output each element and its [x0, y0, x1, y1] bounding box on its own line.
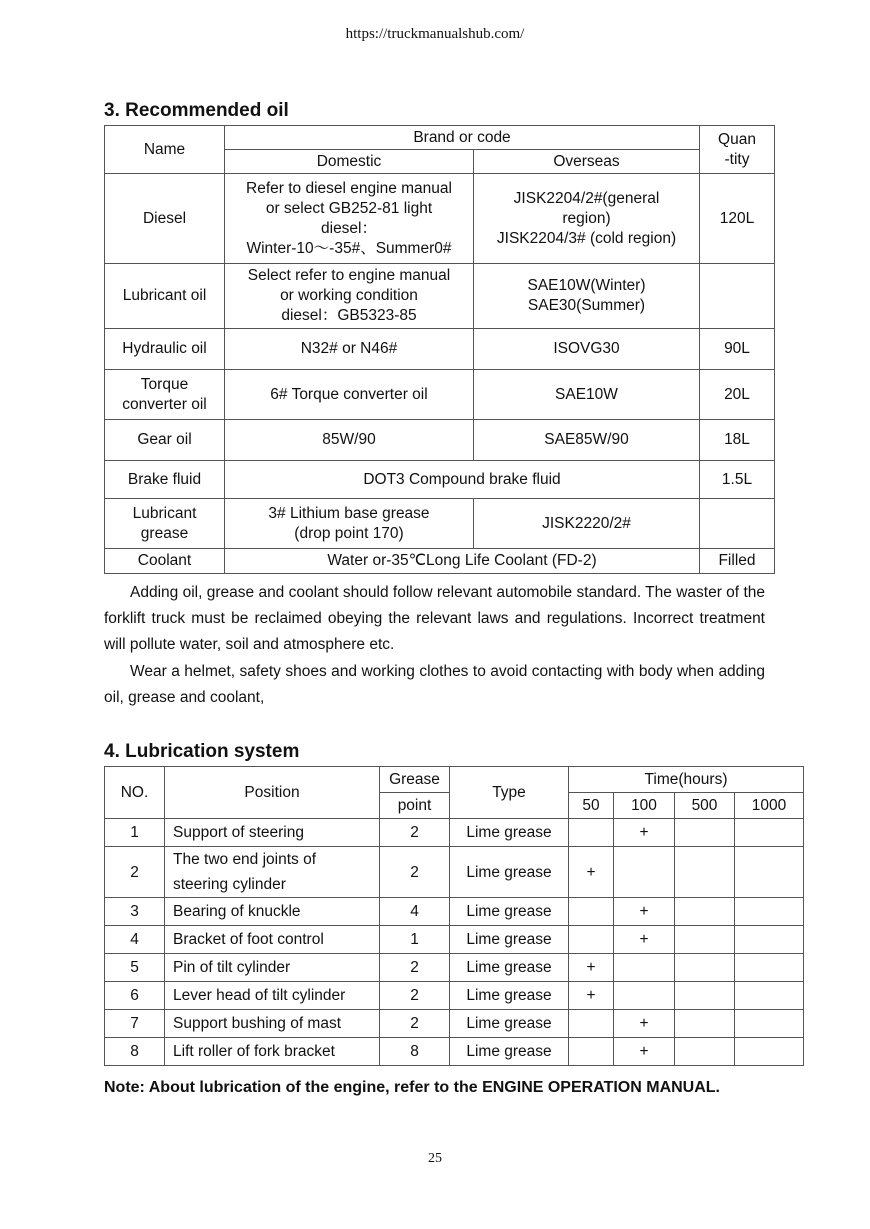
interval-1000-cell [735, 1010, 804, 1038]
grease-point-cell: 1 [380, 926, 450, 954]
header-position: Position [165, 767, 380, 819]
lubrication-row [105, 982, 804, 1010]
interval-50-cell: + [569, 954, 614, 982]
lubrication-row [105, 1038, 804, 1066]
interval-100-cell: + [614, 1038, 675, 1066]
paragraph-oil-standard: Adding oil, grease and coolant should follow relevant automobile standard. The waster of the forklift truck must be reclaimed obeying the relevant laws and regulations. Incorrect treatment will pollute water, soil and atmosphere etc. [104, 584, 765, 653]
header-500: 500 [675, 793, 735, 819]
grease-point-cell: 2 [380, 847, 450, 898]
grease-point-cell: 2 [380, 1010, 450, 1038]
interval-50-cell: + [569, 847, 614, 898]
interval-50-cell [569, 926, 614, 954]
oil-overseas-cell: ISOVG30 [474, 329, 700, 370]
oil-spec-merged-cell: DOT3 Compound brake fluid [225, 461, 700, 499]
header-domestic: Domestic [225, 150, 474, 174]
oil-name-cell: Coolant [105, 549, 225, 574]
grease-point-cell: 2 [380, 954, 450, 982]
interval-500-cell [675, 819, 735, 847]
oil-name-cell: Lubricant grease [105, 499, 225, 549]
oil-overseas-cell: SAE85W/90 [474, 420, 700, 461]
grease-point-cell: 2 [380, 819, 450, 847]
lubrication-row [105, 954, 804, 982]
paragraph-safety: Wear a helmet, safety shoes and working clothes to avoid contacting with body when adding oil, grease and coolant, [104, 663, 765, 706]
header-no: NO. [105, 767, 165, 819]
oil-row [105, 264, 775, 329]
interval-1000-cell [735, 926, 804, 954]
row-number-cell: 1 [105, 819, 165, 847]
interval-100-cell [614, 847, 675, 898]
interval-50-cell: + [569, 982, 614, 1010]
interval-500-cell [675, 926, 735, 954]
oil-domestic-cell: 6# Torque converter oil [225, 370, 474, 420]
lubrication-row [105, 1010, 804, 1038]
row-number-cell: 3 [105, 898, 165, 926]
grease-type-cell: Lime grease [450, 847, 569, 898]
grease-type-cell: Lime grease [450, 954, 569, 982]
oil-overseas-cell: JISK2204/2#(general region) JISK2204/3# (cold region) [474, 174, 700, 264]
oil-quantity-cell: Filled [700, 549, 775, 574]
oil-domestic-cell: N32# or N46# [225, 329, 474, 370]
header-quantity: Quan -tity [700, 126, 775, 174]
interval-1000-cell [735, 954, 804, 982]
position-cell: Support of steering [165, 819, 380, 847]
oil-name-cell: Lubricant oil [105, 264, 225, 329]
header-1000: 1000 [735, 793, 804, 819]
header-brand-or-code: Brand or code [225, 126, 700, 150]
interval-50-cell [569, 819, 614, 847]
oil-quantity-cell: 120L [700, 174, 775, 264]
interval-100-cell: + [614, 819, 675, 847]
oil-row [105, 461, 775, 499]
lubrication-system-table [104, 766, 804, 1066]
header-type: Type [450, 767, 569, 819]
header-grease: Grease [380, 767, 450, 793]
interval-1000-cell [735, 982, 804, 1010]
position-cell: The two end joints of steering cylinder [165, 847, 380, 898]
oil-row [105, 329, 775, 370]
row-number-cell: 5 [105, 954, 165, 982]
oil-domestic-cell: Select refer to engine manual or working condition diesel：GB5323-85 [225, 264, 474, 329]
interval-1000-cell [735, 1038, 804, 1066]
row-number-cell: 7 [105, 1010, 165, 1038]
position-cell: Lift roller of fork bracket [165, 1038, 380, 1066]
lubrication-row [105, 847, 804, 898]
oil-spec-merged-cell: Water or-35℃Long Life Coolant (FD-2) [225, 549, 700, 574]
grease-type-cell: Lime grease [450, 1038, 569, 1066]
interval-1000-cell [735, 847, 804, 898]
oil-row [105, 549, 775, 574]
oil-domestic-cell: 3# Lithium base grease (drop point 170) [225, 499, 474, 549]
row-number-cell: 6 [105, 982, 165, 1010]
interval-1000-cell [735, 819, 804, 847]
grease-point-cell: 4 [380, 898, 450, 926]
position-cell: Bearing of knuckle [165, 898, 380, 926]
interval-500-cell [675, 847, 735, 898]
header-100: 100 [614, 793, 675, 819]
recommended-oil-table [104, 125, 775, 574]
oil-name-cell: Hydraulic oil [105, 329, 225, 370]
row-number-cell: 2 [105, 847, 165, 898]
oil-quantity-cell [700, 264, 775, 329]
interval-100-cell [614, 982, 675, 1010]
row-number-cell: 8 [105, 1038, 165, 1066]
oil-name-cell: Torque converter oil [105, 370, 225, 420]
engine-note: Note: About lubrication of the engine, refer to the ENGINE OPERATION MANUAL. [104, 1079, 720, 1096]
grease-type-cell: Lime grease [450, 819, 569, 847]
lubrication-row [105, 898, 804, 926]
grease-type-cell: Lime grease [450, 926, 569, 954]
oil-quantity-cell: 18L [700, 420, 775, 461]
oil-overseas-cell: SAE10W(Winter) SAE30(Summer) [474, 264, 700, 329]
interval-500-cell [675, 1038, 735, 1066]
position-cell: Support bushing of mast [165, 1010, 380, 1038]
oil-quantity-cell: 90L [700, 329, 775, 370]
lubrication-row [105, 819, 804, 847]
page-number: 25 [428, 1151, 442, 1166]
interval-50-cell [569, 1038, 614, 1066]
header-overseas: Overseas [474, 150, 700, 174]
grease-type-cell: Lime grease [450, 1010, 569, 1038]
oil-row [105, 174, 775, 264]
interval-500-cell [675, 982, 735, 1010]
grease-type-cell: Lime grease [450, 982, 569, 1010]
section-title-recommended-oil: 3. Recommended oil [104, 100, 289, 121]
interval-500-cell [675, 898, 735, 926]
header-50: 50 [569, 793, 614, 819]
oil-domestic-cell: Refer to diesel engine manual or select GB252-81 light diesel： Winter-10～-35#、Summer0# [225, 174, 474, 264]
row-number-cell: 4 [105, 926, 165, 954]
oil-row [105, 420, 775, 461]
grease-point-cell: 8 [380, 1038, 450, 1066]
oil-name-cell: Diesel [105, 174, 225, 264]
interval-100-cell: + [614, 926, 675, 954]
oil-name-cell: Gear oil [105, 420, 225, 461]
header-url[interactable]: https://truckmanualshub.com/ [345, 26, 525, 42]
grease-point-cell: 2 [380, 982, 450, 1010]
interval-100-cell [614, 954, 675, 982]
header-name: Name [105, 126, 225, 174]
interval-500-cell [675, 1010, 735, 1038]
interval-1000-cell [735, 898, 804, 926]
header-time-hours: Time(hours) [569, 767, 804, 793]
position-cell: Bracket of foot control [165, 926, 380, 954]
oil-quantity-cell [700, 499, 775, 549]
interval-50-cell [569, 1010, 614, 1038]
oil-quantity-cell: 20L [700, 370, 775, 420]
oil-row [105, 499, 775, 549]
oil-quantity-cell: 1.5L [700, 461, 775, 499]
lubrication-row [105, 926, 804, 954]
position-cell: Pin of tilt cylinder [165, 954, 380, 982]
header-point: point [380, 793, 450, 819]
interval-50-cell [569, 898, 614, 926]
section-title-lubrication-system: 4. Lubrication system [104, 741, 300, 762]
oil-domestic-cell: 85W/90 [225, 420, 474, 461]
oil-name-cell: Brake fluid [105, 461, 225, 499]
interval-500-cell [675, 954, 735, 982]
oil-overseas-cell: JISK2220/2# [474, 499, 700, 549]
oil-row [105, 370, 775, 420]
interval-100-cell: + [614, 1010, 675, 1038]
position-cell: Lever head of tilt cylinder [165, 982, 380, 1010]
oil-overseas-cell: SAE10W [474, 370, 700, 420]
grease-type-cell: Lime grease [450, 898, 569, 926]
interval-100-cell: + [614, 898, 675, 926]
